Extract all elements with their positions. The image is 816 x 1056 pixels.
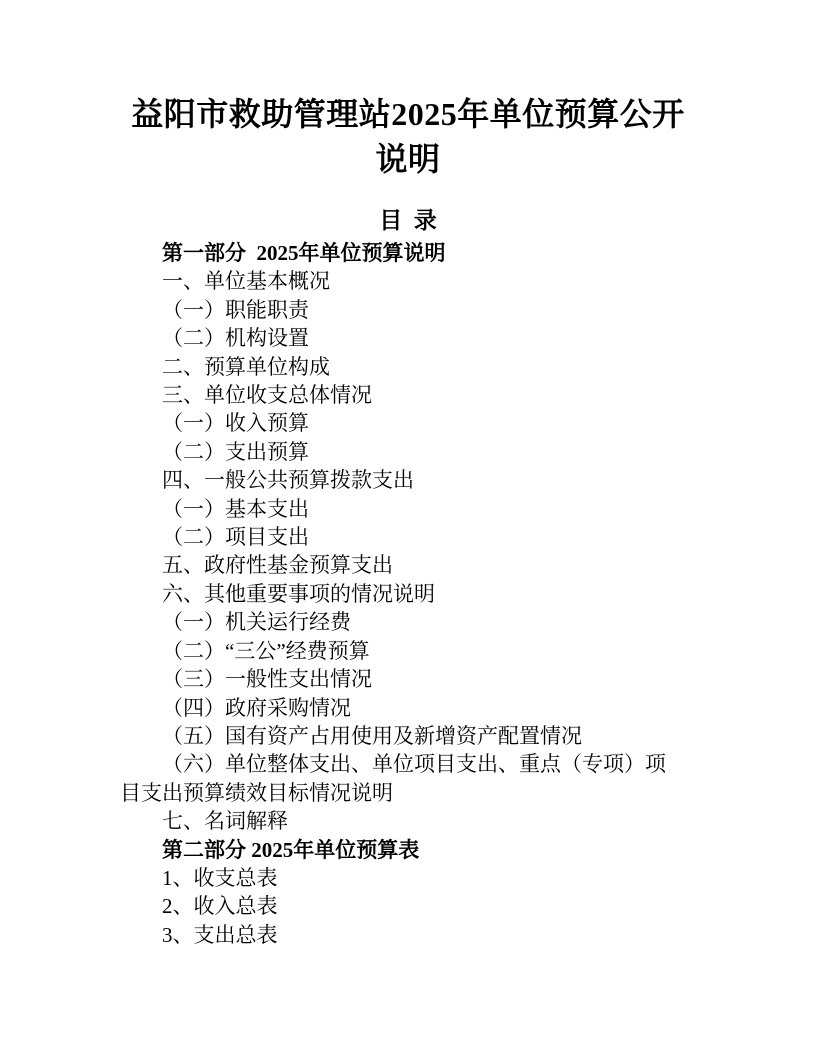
toc-part-heading: 第二部分 2025年单位预算表 [162,837,420,862]
toc-item: 六、其他重要事项的情况说明 [162,581,435,606]
toc-item: （一）收入预算 [162,411,309,436]
toc-item: 七、名词解释 [162,809,288,834]
toc-item: （二）“三公”经费预算 [162,638,370,663]
toc-item: （一）机关运行经费 [162,610,351,635]
toc-item: （一）基本支出 [162,496,309,521]
toc-item: 2、收入总表 [162,894,278,919]
toc-item: （一）职能职责 [162,297,309,322]
document-title [0,0,816,182]
toc-item: （四）政府采购情况 [162,695,351,720]
document-title-line2: 说明 [375,141,441,177]
toc-item: （二）机构设置 [162,326,309,351]
toc-item: 二、预算单位构成 [162,354,330,379]
toc-item: 四、一般公共预算拨款支出 [162,468,414,493]
toc-item: （二）项目支出 [162,525,309,550]
toc-part-heading: 第一部分 2025年单位预算说明 [162,241,446,265]
document-title-line1: 益阳市救助管理站2025年单位预算公开 [131,96,685,132]
table-of-contents [120,239,680,949]
toc-item: 三、单位收支总体情况 [162,383,372,408]
toc-item: 1、收支总表 [162,865,278,890]
toc-item: 3、支出总表 [162,922,278,947]
toc-item: （二）支出预算 [162,439,309,464]
toc-item: 一、单位基本概况 [162,269,330,294]
toc-heading: 目 录 [379,208,437,233]
toc-item: （三）一般性支出情况 [162,667,372,692]
toc-item: 五、政府性基金预算支出 [162,553,393,578]
toc-item: （六）单位整体支出、单位项目支出、重点（专项）项目支出预算绩效目标情况说明 [120,752,666,805]
toc-item: （五）国有资产占用使用及新增资产配置情况 [162,723,582,748]
